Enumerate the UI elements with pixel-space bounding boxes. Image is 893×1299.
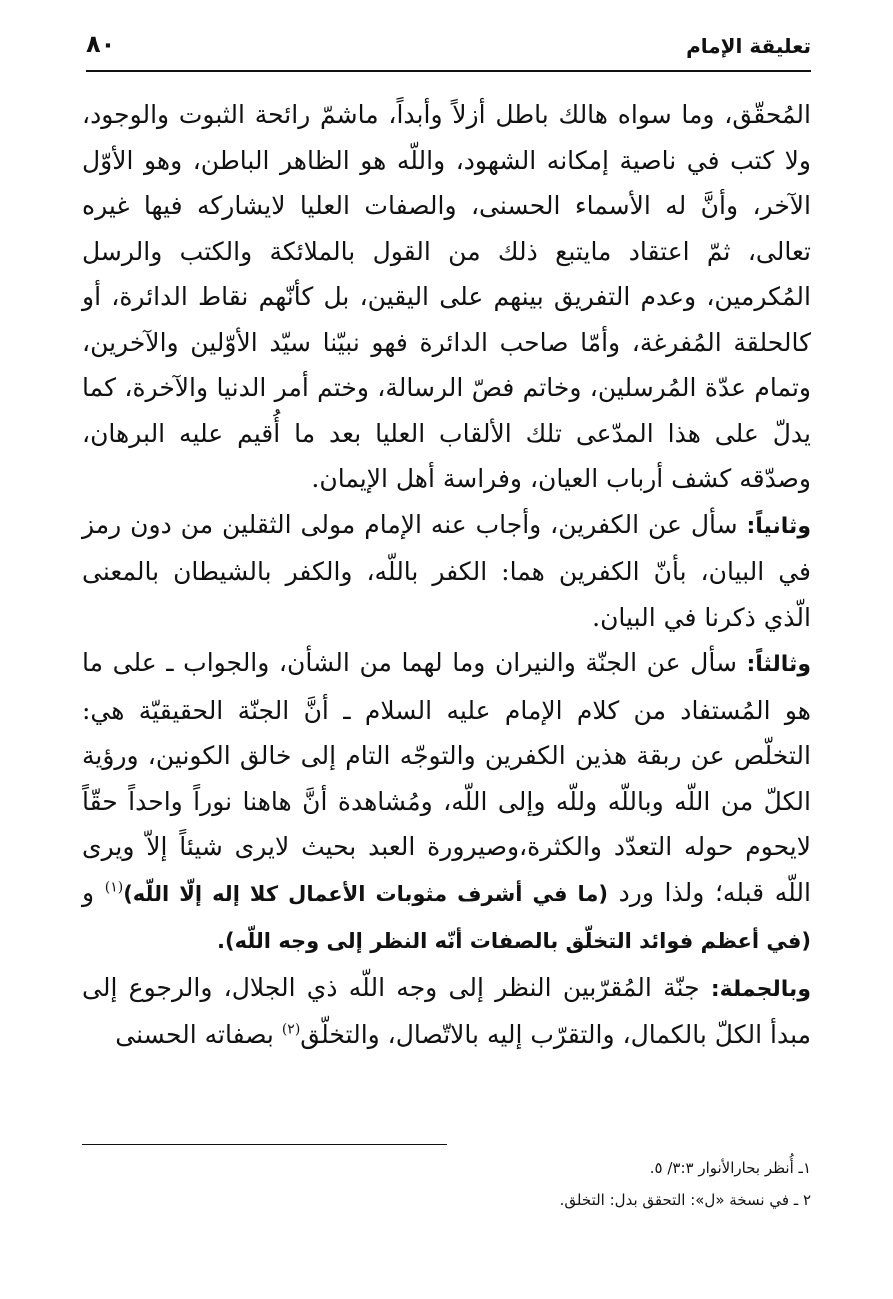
- paragraph-3-lead: وثالثاً:: [746, 652, 811, 677]
- paragraph-1: [82, 92, 811, 502]
- hadith-quote-2: (في أعظم فوائد التخلّق بالصفات أنّه النظر إلى وجه اللّه): [225, 929, 811, 953]
- paragraph-2-lead: وثانياً:: [746, 513, 811, 539]
- paragraph-4-lead: وبالجملة:: [710, 976, 811, 1002]
- footnote-2: ٢ ـ في نسخة «ل»: التحقق بدل: التخلق.: [559, 1191, 811, 1209]
- footnotes: [82, 1152, 811, 1216]
- running-header: [86, 26, 811, 72]
- paragraph-4: [82, 965, 811, 1058]
- paragraph-1-text: المُحقّق، وما سواه هالك باطل أزلاً وأبداً، ماشمّ رائحة الثبوت والوجود، ولا كتب في ناصية إمكانه الشهود، واللّه هو الظاهر الباطن، وهو الأوّل الآخر، وأنَّ له الأسماء الحسنى، والصفات العليا لايشاركه فيها غيره تعالى، ثمّ اعتقاد مايتبع ذلك من القول بالملائكة والكتب والرسل المُكرمين، وعدم التفريق بينهم على اليقين، بل كأنّهم نقاط الدائرة، أو كالحلقة المُفرغة، وأمّا صاحب الدائرة فهو نبيّنا سيّد الأوّلين والآخرين، وتمام عدّة المُرسلين، وخاتم فصّ الرسالة، وختم أمر الدنيا والآخرة، كما يدلّ على هذا المدّعى تلك الألقاب العليا بعد ما أُقيم عليه البرهان، وصدّقه كشف أرباب العيان، وفراسة أهل الإيمان.: [82, 100, 811, 493]
- page-number: ٨٠: [86, 30, 116, 58]
- paragraph-4-text: جنّة المُقرّبين النظر إلى وجه اللّه ذي الجلال، والرجوع إلى مبدأ الكلّ بالكمال، والتقرّب إليه بالاتّصال، والتخلّق: [82, 972, 811, 1049]
- paragraph-3: [82, 640, 811, 965]
- main-text: [82, 92, 811, 1058]
- paragraph-4-text-end: بصفاته الحسنى: [115, 1020, 282, 1049]
- footnote-marker-2[interactable]: (٢): [281, 1021, 301, 1038]
- paragraph-3-text: سأل عن الجنّة والنيران وما لهما من الشأن، والجواب ـ على ما هو المُستفاد من كلام الإمام عليه السلام ـ أنَّ الجنّة الحقيقيّة هي: التخلّص عن ربقة هذين الكفرين والتوجّه التام إلى خالق الكونين، ورؤية الكلّ من اللّه وباللّه وللّه وإلى اللّه، ومُشاهدة أنَّ هاهنا نوراً واحداً حقّاً لايحوم حوله التعدّد والكثرة،وصيرورة العبد بحيث لايرى شيئاً إلاّ ويرى اللّه قبله؛ ولذا ورد: [82, 648, 811, 907]
- header-title: تعليقة الإمام: [686, 34, 811, 58]
- paragraph-3-conjunction: و: [82, 877, 105, 907]
- hadith-quote-1: (ما في أشرف مثوبات الأعمال كلا إله إلّا اللّه): [123, 881, 608, 906]
- footnote-separator: [82, 1144, 447, 1145]
- footnote-marker-1[interactable]: (١): [104, 879, 124, 896]
- header-rule: [86, 70, 811, 72]
- footnote-1: ١ـ أُنظر بحارالأنوار ٣:٣/ ٥.: [649, 1159, 811, 1177]
- paragraph-2-text: سأل عن الكفرين، وأجاب عنه الإمام مولى الثقلين من دون رمز في البيان، بأنّ الكفرين هما: الكفر باللّه، والكفر بالشيطان بالمعنى الّذي ذكرنا في البيان.: [82, 509, 811, 632]
- paragraph-3-end: .: [217, 929, 226, 953]
- paragraph-2: [82, 502, 811, 641]
